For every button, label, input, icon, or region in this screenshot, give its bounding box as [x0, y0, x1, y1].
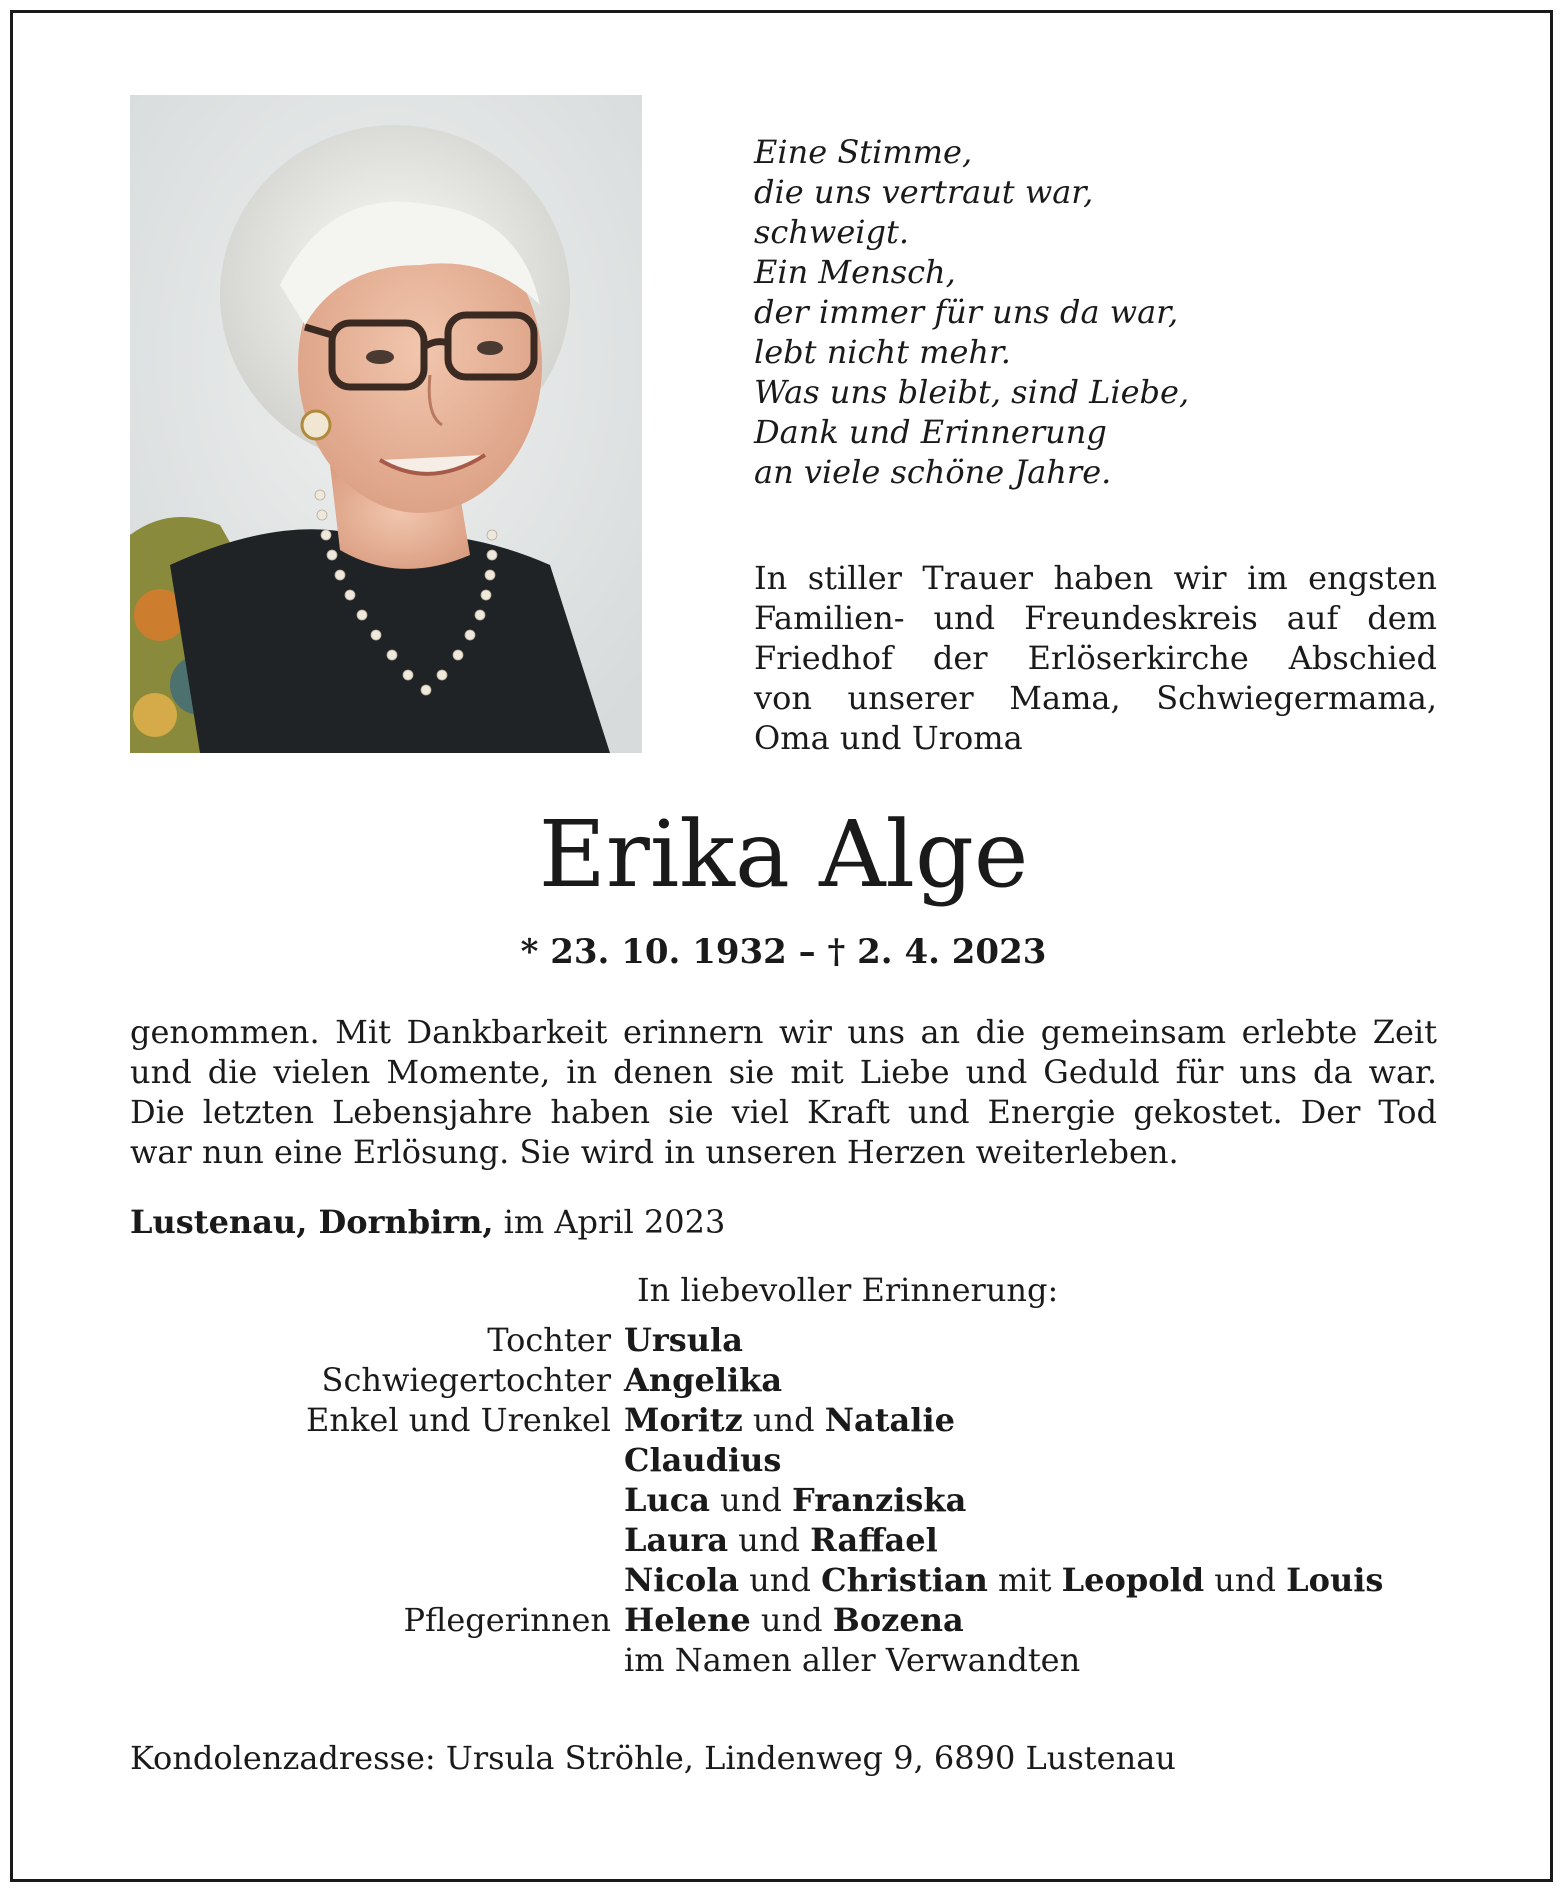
body-line: und die vielen Momente, in denen sie mit Liebe und Geduld für uns da war. [130, 1053, 1437, 1091]
family-name: Christian [821, 1561, 988, 1599]
memory-heading: In liebevoller Erinnerung: [637, 1271, 1059, 1309]
family-row [130, 1560, 1450, 1600]
relation-label: Pflegerinnen [403, 1601, 611, 1639]
poem-line: Eine Stimme, [754, 133, 973, 171]
intro-line: Familien- und Freundeskreis auf dem [754, 599, 1437, 637]
body-paragraph [130, 1012, 1437, 1172]
family-row [130, 1400, 1450, 1440]
intro-line: Friedhof der Erlöserkirche Abschied [754, 639, 1437, 677]
relatives-line: im Namen aller Verwandten [624, 1641, 1081, 1679]
conjunction: und [1214, 1561, 1276, 1599]
body-line: war nun eine Erlösung. Sie wird in unseren Herzen weiterleben. [130, 1133, 1179, 1171]
poem-line: Ein Mensch, [754, 253, 956, 291]
family-row [130, 1440, 1450, 1480]
condolence-address: Kondolenzadresse: Ursula Ströhle, Lindenweg 9, 6890 Lustenau [130, 1739, 1176, 1777]
place-towns: Lustenau, Dornbirn, [130, 1203, 494, 1241]
poem-line: der immer für uns da war, [754, 293, 1179, 331]
conjunction: und [752, 1401, 815, 1439]
family-name: Angelika [624, 1361, 783, 1399]
family-name: Louis [1286, 1561, 1384, 1599]
intro-paragraph [754, 558, 1437, 758]
poem-line: die uns vertraut war, [754, 173, 1094, 211]
poem-line: Was uns bleibt, sind Liebe, [754, 373, 1190, 411]
family-name: Bozena [832, 1601, 964, 1639]
family-row [130, 1520, 1450, 1560]
body-line: genommen. Mit Dankbarkeit erinnern wir uns an die gemeinsam erlebte Zeit [130, 1013, 1437, 1051]
deceased-name: Erika Alge [538, 801, 1029, 908]
poem-line: Dank und Erinnerung [754, 413, 1107, 451]
poem-line: lebt nicht mehr. [754, 333, 1011, 371]
conjunction: und [720, 1481, 782, 1519]
place-date [130, 1202, 725, 1242]
family-row [130, 1480, 1450, 1520]
poem-line: an viele schöne Jahre. [754, 453, 1112, 491]
conjunction: und [738, 1521, 800, 1559]
family-name: Helene [624, 1601, 751, 1639]
portrait-photo [130, 95, 642, 753]
family-row [130, 1320, 1450, 1360]
intro-line: Oma und Uroma [754, 719, 1023, 757]
place-month: im April 2023 [503, 1203, 726, 1241]
life-dates: * 23. 10. 1932 – † 2. 4. 2023 [520, 932, 1047, 972]
intro-line: In stiller Trauer haben wir im engsten [754, 559, 1437, 597]
family-row [130, 1640, 1450, 1680]
family-name: Leopold [1061, 1561, 1205, 1599]
family-list [130, 1320, 1450, 1680]
family-name: Natalie [824, 1401, 955, 1439]
family-name: Luca [624, 1481, 710, 1519]
intro-line: von unserer Mama, Schwiegermama, [754, 679, 1437, 717]
body-line: Die letzten Lebensjahre haben sie viel Kraft und Energie gekostet. Der Tod [130, 1093, 1437, 1131]
family-name: Moritz [624, 1401, 743, 1439]
conjunction: und [760, 1601, 823, 1639]
relation-label: Tochter [487, 1321, 611, 1359]
poem [754, 132, 1454, 492]
family-name: Laura [624, 1521, 729, 1559]
relation-label: Enkel und Urenkel [306, 1401, 611, 1439]
conjunction: und [749, 1561, 811, 1599]
family-name: Claudius [624, 1441, 782, 1479]
family-row [130, 1360, 1450, 1400]
family-name: Ursula [624, 1321, 743, 1359]
family-name: Nicola [624, 1561, 740, 1599]
family-name: Raffael [810, 1521, 938, 1559]
poem-line: schweigt. [754, 213, 910, 251]
family-name: Franziska [792, 1481, 967, 1519]
conjunction: mit [998, 1561, 1052, 1599]
relation-label: Schwiegertochter [321, 1361, 611, 1399]
family-row [130, 1600, 1450, 1640]
